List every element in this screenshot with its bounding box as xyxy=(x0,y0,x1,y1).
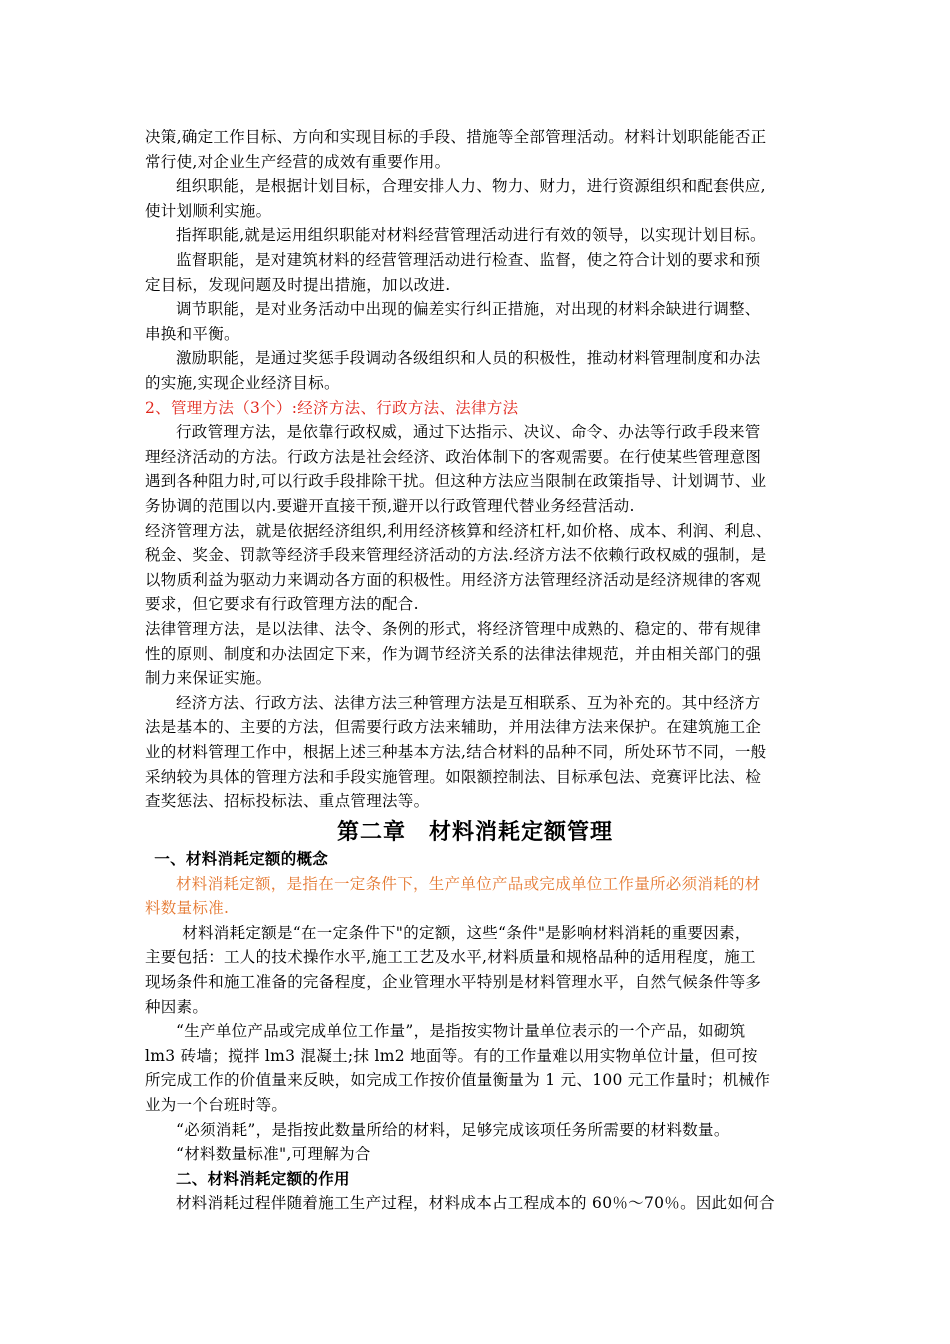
text-line: 材料消耗过程伴随着施工生产过程，材料成本占工程成本的 60％～70％。因此如何合 xyxy=(176,1194,775,1213)
text-line: 主要包括：工人的技术操作水平,施工工艺及水平,材料质量和规格品种的适用程度，施工 xyxy=(145,948,756,967)
text-line: 理经济活动的方法。行政方法是社会经济、政治体制下的客观需要。在行使某些管理意图 xyxy=(145,447,762,466)
text-line: “材料数量标准",可理解为合 xyxy=(176,1145,371,1164)
text-line: 经济方法、行政方法、法律方法三种管理方法是互相联系、互为补充的。其中经济方 xyxy=(176,693,761,712)
text-line: 二、材料消耗定额的作用 xyxy=(176,1169,350,1188)
text-line: 材料消耗定额是“在一定条件下"的定额，这些“条件"是影响材料消耗的重要因素， xyxy=(182,923,751,942)
text-line: 业为一个台班时等。 xyxy=(145,1096,288,1114)
text-line: “生产单位产品或完成单位工作量”，是指按实物计量单位表示的一个产品，如砌筑 xyxy=(176,1022,746,1041)
text-line: 法是基本的、主要的方法，但需要行政方法来辅助，并用法律方法来保护。在建筑施工企 xyxy=(145,718,762,737)
text-line: 税金、奖金、罚款等经济手段来管理经济活动的方法.经济方法不依赖行政权威的强制，是 xyxy=(145,546,767,565)
text-line: 经济管理方法，就是依据经济组织,利用经济核算和经济杠杆,如价格、成本、利润、利息、 xyxy=(145,521,772,540)
text-line: 的实施,实现企业经济目标。 xyxy=(145,374,340,392)
text-line: 查奖惩法、招标投标法、重点管理法等。 xyxy=(145,792,430,811)
text-line: 遇到各种阻力时,可以行政手段排除干扰。但这种方法应当限制在政策指导、计划调节、业 xyxy=(145,472,767,491)
text-line: 采纳较为具体的管理方法和手段实施管理。如限额控制法、目标承包法、竞赛评比法、检 xyxy=(145,767,762,786)
text-line: 以物质利益为驱动力来调动各方面的积极性。用经济方法管理经济活动是经济规律的客观 xyxy=(145,570,762,589)
text-line: 指挥职能,就是运用组织职能对材料经营管理活动进行有效的领导，以实现计划目标。 xyxy=(176,226,766,245)
text-line: 要求，但它要求有行政管理方法的配合. xyxy=(145,595,419,614)
text-line: 组织职能，是根据计划目标，合理安排人力、物力、财力，进行资源组织和配套供应, xyxy=(176,177,766,196)
text-line: 调节职能，是对业务活动中出现的偏差实行纠正措施，对出现的材料余缺进行调整、 xyxy=(176,300,761,319)
text-line: 行政管理方法，是依靠行政权威，通过下达指示、决议、命令、办法等行政手段来管 xyxy=(176,423,761,442)
text-line: 料数量标准. xyxy=(145,899,230,918)
text-line: 串换和平衡。 xyxy=(145,324,240,343)
text-line: 常行使,对企业生产经营的成效有重要作用。 xyxy=(145,152,451,171)
text-line: 性的原则、制度和办法固定下来，作为调节经济关系的法律法律规范，并由相关部门的强 xyxy=(145,644,762,663)
text-line: 业的材料管理工作中，根据上述三种基本方法,结合材料的品种不同，所处环节不同，一般 xyxy=(145,743,767,761)
text-line: 种因素。 xyxy=(145,997,209,1016)
text-line: 决策,确定工作目标、方向和实现目标的手段、措施等全部管理活动。材料计划职能能否正 xyxy=(145,128,767,146)
text-line: 一、材料消耗定额的概念 xyxy=(154,850,329,868)
text-line: 所完成工作的价值量来反映，如完成工作按价值量衡量为 1 元、100 元工作量时；机械作 xyxy=(145,1071,771,1090)
text-line: “必须消耗”，是指按此数量所给的材料，足够完成该项任务所需要的材料数量。 xyxy=(176,1120,730,1139)
text-line: 激励职能，是通过奖惩手段调动各级组织和人员的积极性，推动材料管理制度和办法 xyxy=(176,349,761,368)
text-line: 使计划顺利实施。 xyxy=(145,201,272,220)
text-line: 定目标，发现问题及时提出措施，加以改进. xyxy=(145,275,451,294)
text-line: 监督职能，是对建筑材料的经营管理活动进行检查、监督，使之符合计划的要求和预 xyxy=(176,251,761,269)
text-line: 2、管理方法（3个）:经济方法、行政方法、法律方法 xyxy=(145,398,519,417)
text-line: 制力来保证实施。 xyxy=(145,669,272,688)
text-line: 现场条件和施工准备的完备程度，企业管理水平特别是材料管理水平，自然气候条件等多 xyxy=(145,973,762,991)
text-line: 材料消耗定额，是指在一定条件下，生产单位产品或完成单位工作量所必须消耗的材 xyxy=(176,874,761,893)
chapter-title: 第二章 材料消耗定额管理 xyxy=(336,820,613,845)
text-line: 务协调的范围以内.要避开直接干预,避开以行政管理代替业务经营活动. xyxy=(145,497,635,515)
text-line: 法律管理方法，是以法律、法令、条例的形式，将经济管理中成熟的、稳定的、带有规律 xyxy=(145,620,762,638)
text-line: lm3 砖墙；搅拌 lm3 混凝土;抹 lm2 地面等。有的工作量难以用实物单位计量，但可按 xyxy=(145,1046,758,1065)
